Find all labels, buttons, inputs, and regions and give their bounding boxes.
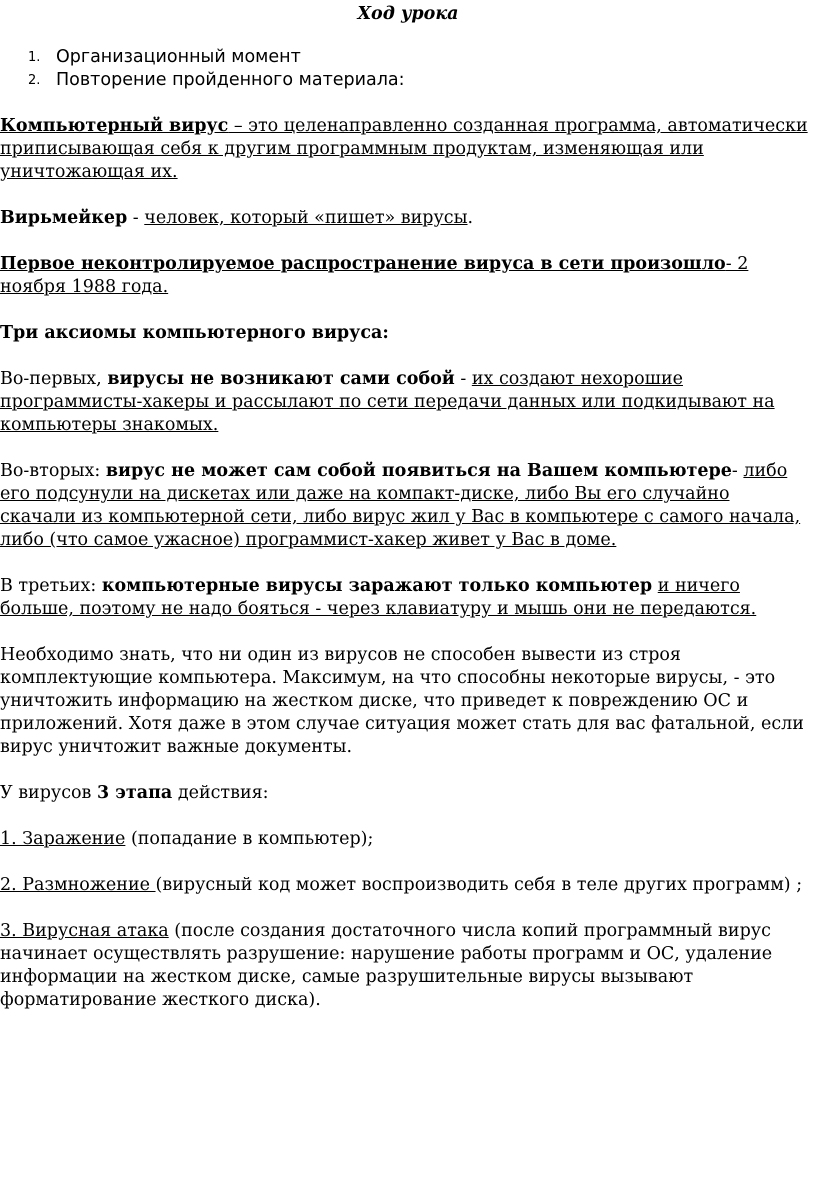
stage-description: (вирусный код может воспроизводить себя в теле других программ) ; xyxy=(155,875,803,895)
stage-description: (после создания достаточного числа копий программный вирус начинает осуществлять разрушение: нарушение работы программ и ОС, удаление информации на жестком диске, самые разрушительные вирусы вызывают форматирование жесткого диска). xyxy=(0,921,773,1010)
spacer xyxy=(0,851,816,874)
axiom-second-bold: вирус не может сам собой появиться на Вашем компьютере xyxy=(105,461,732,481)
outline-item xyxy=(28,46,816,69)
axiom-second-text: либо его подсунули на дискетах или даже на компакт-диске, либо Вы его случайно скачали из компьютерной сети, либо вирус жил у Вас в компьютере с самого начала, либо (что самое ужасное) программист-хакер живет у Вас в доме. xyxy=(0,461,801,550)
spacer xyxy=(0,621,816,644)
stage-name: 1. Заражение xyxy=(0,829,126,849)
stage-item xyxy=(0,920,816,1012)
stages-intro-lead: У вирусов xyxy=(0,783,97,803)
axiom-third xyxy=(0,575,816,621)
virus-definition-text: – это целенаправленно созданная программа, автоматически приписывающая себя к другим программным продуктам, изменяющая или уничтожающая их. xyxy=(0,116,808,182)
spacer xyxy=(0,897,816,920)
spacer xyxy=(0,92,816,115)
outline-item xyxy=(28,69,816,92)
axiom-first xyxy=(0,368,816,437)
stages-intro xyxy=(0,782,816,805)
stages-intro-bold: 3 этапа xyxy=(96,783,173,803)
axiom-third-bold: компьютерные вирусы заражают только компьютер xyxy=(101,576,653,596)
virus-term: Компьютерный вирус xyxy=(0,116,229,136)
axiom-first-text: их создают нехорошие программисты-хакеры и рассылают по сети передачи данных или подкидывают на компьютеры знакомых. xyxy=(0,369,775,435)
lesson-outline xyxy=(0,46,816,92)
virusmaker-definition xyxy=(0,207,816,230)
stages-intro-rest: действия: xyxy=(172,783,269,803)
outline-item-number: 2. xyxy=(28,73,41,88)
spacer xyxy=(0,184,816,207)
first-spread-bold: Первое неконтролируемое распространение вируса в сети произошло xyxy=(0,254,726,274)
stage-item xyxy=(0,828,816,851)
spacer xyxy=(0,805,816,828)
first-spread-fact xyxy=(0,253,816,299)
virusmaker-definition-text: человек, который «пишет» вирусы xyxy=(144,208,468,228)
virusmaker-term: Вирьмейкер xyxy=(0,208,128,228)
virusmaker-period: . xyxy=(467,208,474,228)
spacer xyxy=(0,230,816,253)
stage-description: (попадание в компьютер); xyxy=(125,829,374,849)
spacer xyxy=(0,437,816,460)
spacer xyxy=(0,299,816,322)
outline-item-text: Организационный момент xyxy=(56,47,301,67)
lesson-title: Ход урока xyxy=(357,4,459,24)
spacer xyxy=(0,552,816,575)
outline-item-text: Повторение пройденного материала: xyxy=(56,70,405,90)
axiom-second-lead: Во-вторых: xyxy=(0,461,106,481)
stage-name: 2. Размножение xyxy=(0,875,156,895)
axioms-heading xyxy=(0,322,816,345)
stage-item xyxy=(0,874,816,897)
axiom-first-lead: Во-первых, xyxy=(0,369,108,389)
virusmaker-separator: - xyxy=(127,208,145,228)
axiom-first-bold: вирусы не возникают сами собой xyxy=(107,369,455,389)
axiom-second-separator: - xyxy=(731,461,744,481)
spacer xyxy=(0,759,816,782)
axioms-title: Три аксиомы компьютерного вируса: xyxy=(0,323,389,343)
spacer xyxy=(0,345,816,368)
important-note: Необходимо знать, что ни один из вирусов не способен вывести из строя комплектующие компьютера. Максимум, на что способны некоторые вирусы, - это уничтожить информацию на жестком диске, что приведет к повреждению ОС и приложений. Хотя даже в этом случае ситуация может стать для вас фатальной, если вирус уничтожит важные документы. xyxy=(0,645,804,757)
stage-name: 3. Вирусная атака xyxy=(0,921,169,941)
axiom-third-lead: В третьих: xyxy=(0,576,102,596)
axiom-second xyxy=(0,460,816,552)
axiom-third-text: и ничего больше, поэтому не надо бояться - через клавиатуру и мышь они не передаются. xyxy=(0,576,757,619)
first-spread-date: - 2 ноября 1988 года. xyxy=(0,254,749,297)
virus-definition xyxy=(0,115,816,184)
axiom-first-separator: - xyxy=(454,369,472,389)
outline-item-number: 1. xyxy=(28,50,41,65)
